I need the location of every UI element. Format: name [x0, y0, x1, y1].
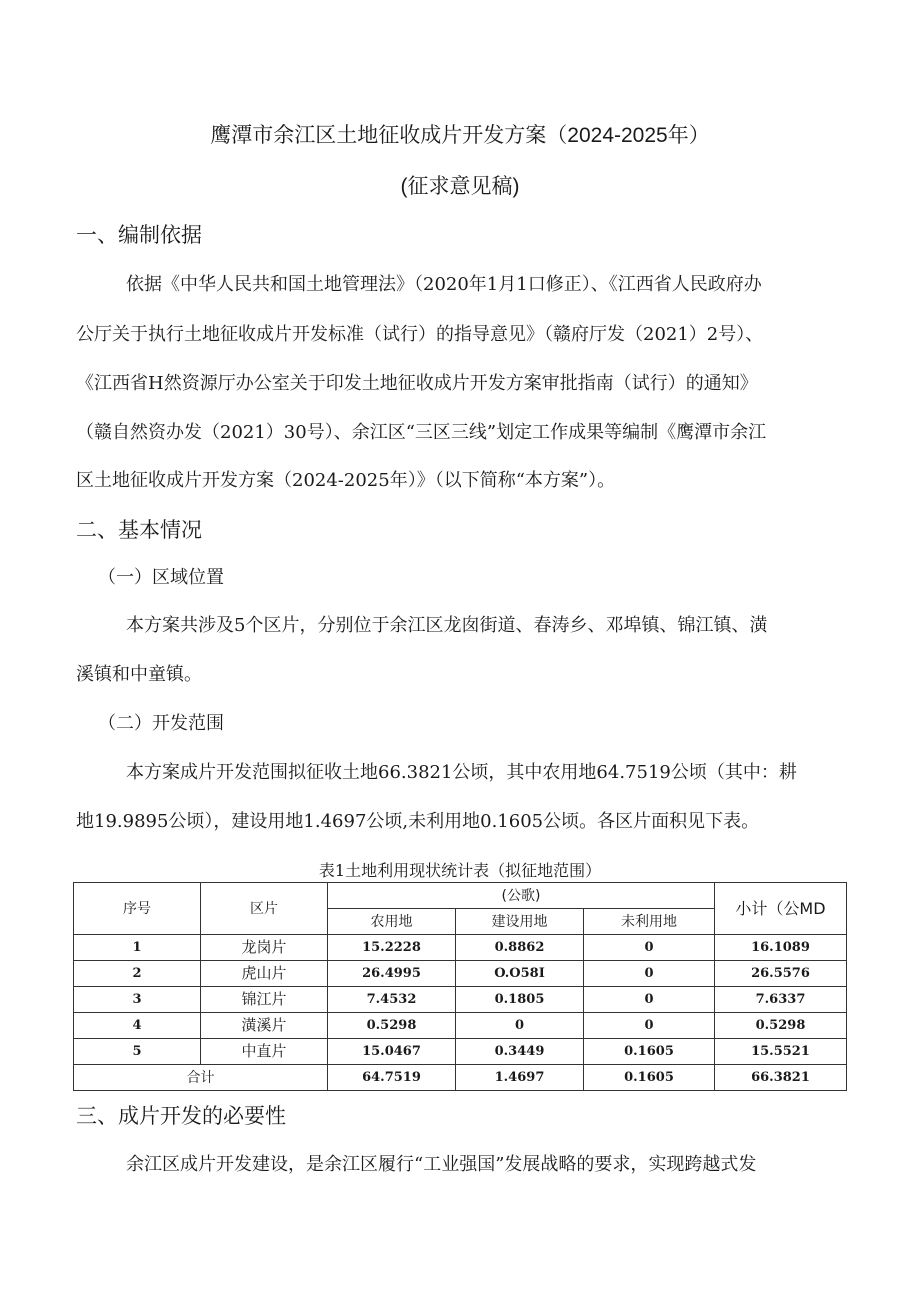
cell-unused: 0 — [584, 935, 715, 961]
document-subtitle: (征求意见稿) — [400, 175, 520, 198]
cell-no: 2 — [74, 961, 201, 987]
cell-no: 5 — [74, 1039, 201, 1065]
header-unit-group: (公歌) — [328, 883, 715, 909]
section-2-sub-1-heading: （一）区域位置 — [98, 567, 224, 587]
cell-unused: 0 — [584, 987, 715, 1013]
cell-zone: 中直片 — [201, 1039, 328, 1065]
table-total-row — [74, 1065, 847, 1091]
cell-farm: 0.5298 — [328, 1013, 456, 1039]
cell-build: 0.8862 — [456, 935, 584, 961]
table-row — [74, 961, 847, 987]
cell-no: 3 — [74, 987, 201, 1013]
cell-build: 0.1805 — [456, 987, 584, 1013]
cell-unused: 0 — [584, 1013, 715, 1039]
cell-subtotal: 0.5298 — [715, 1013, 847, 1039]
section-2-sub-2-heading: （二）开发范围 — [98, 713, 224, 733]
table-row — [74, 1013, 847, 1039]
document-title: 鹰潭市余江区土地征收成片开发方案（2024-2025年） — [210, 124, 710, 147]
cell-subtotal: 7.6337 — [715, 987, 847, 1013]
header-unused: 未利用地 — [584, 909, 715, 935]
table-caption: 表1土地利用现状统计表（拟征地范围） — [318, 861, 602, 880]
cell-total-build: 1.4697 — [456, 1065, 584, 1091]
header-farm: 农用地 — [328, 909, 456, 935]
cell-total-farm: 64.7519 — [328, 1065, 456, 1091]
cell-subtotal: 16.1089 — [715, 935, 847, 961]
header-subtotal: 小计（公MD — [715, 883, 847, 935]
header-build: 建设用地 — [456, 909, 584, 935]
section-3-heading: 三、成片开发的必要性 — [76, 1105, 286, 1128]
cell-build: 0.3449 — [456, 1039, 584, 1065]
land-use-table — [73, 882, 847, 1091]
section-1-heading: 一、编制依据 — [76, 224, 202, 247]
section-1-line-1: 依据《中华人民共和国土地管理法》（2020年1月1口修正）、《江西省人民政府办 — [126, 274, 762, 295]
cell-farm: 15.0467 — [328, 1039, 456, 1065]
header-zone: 区片 — [201, 883, 328, 935]
section-1-line-4: （赣自然资办发（2021）30号）、余江区“三区三线”划定工作成果等编制《鹰潭市余江 — [76, 422, 767, 443]
table-row — [74, 1039, 847, 1065]
section-2-sub-2-line-2: 地19.9895公顷），建设用地1.4697公顷,未利用地0.1605公顷。各区片面积见下表。 — [76, 811, 760, 832]
cell-no: 4 — [74, 1013, 201, 1039]
section-1-line-3: 《江西省H然资源厅办公室关于印发土地征收成片开发方案审批指南（试行）的通知》 — [76, 373, 758, 394]
cell-no: 1 — [74, 935, 201, 961]
cell-unused: 0 — [584, 961, 715, 987]
cell-build: O.O58I — [456, 961, 584, 987]
cell-farm: 15.2228 — [328, 935, 456, 961]
section-1-line-5: 区土地征收成片开发方案（2024-2025年）》（以下简称“本方案”）。 — [76, 470, 616, 491]
table-row — [74, 987, 847, 1013]
table-row — [74, 935, 847, 961]
cell-farm: 7.4532 — [328, 987, 456, 1013]
section-2-heading: 二、基本情况 — [76, 519, 202, 542]
cell-zone: 龙岗片 — [201, 935, 328, 961]
cell-zone: 潢溪片 — [201, 1013, 328, 1039]
cell-farm: 26.4995 — [328, 961, 456, 987]
cell-build: 0 — [456, 1013, 584, 1039]
cell-total-label: 合计 — [74, 1065, 328, 1091]
section-3-line-1: 余江区成片开发建设，是余江区履行“工业强国”发展战略的要求，实现跨越式发 — [126, 1154, 757, 1175]
cell-total-unused: 0.1605 — [584, 1065, 715, 1091]
cell-unused: 0.1605 — [584, 1039, 715, 1065]
section-2-sub-1-line-1: 本方案共涉及5个区片，分别位于余江区龙囱街道、春涛乡、邓埠镇、锦江镇、潢 — [126, 615, 768, 636]
cell-zone: 锦江片 — [201, 987, 328, 1013]
section-2-sub-1-line-2: 溪镇和中童镇。 — [76, 664, 202, 685]
cell-subtotal: 15.5521 — [715, 1039, 847, 1065]
header-no: 序号 — [74, 883, 201, 935]
cell-zone: 虎山片 — [201, 961, 328, 987]
section-1-line-2: 公厅关于执行土地征收成片开发标准（试行）的指导意见》（赣府厅发（2021）2号）、 — [76, 324, 764, 345]
cell-total-subtotal: 66.3821 — [715, 1065, 847, 1091]
cell-subtotal: 26.5576 — [715, 961, 847, 987]
section-2-sub-2-line-1: 本方案成片开发范围拟征收土地66.3821公顷，其中农用地64.7519公顷（其中：耕 — [126, 762, 797, 783]
